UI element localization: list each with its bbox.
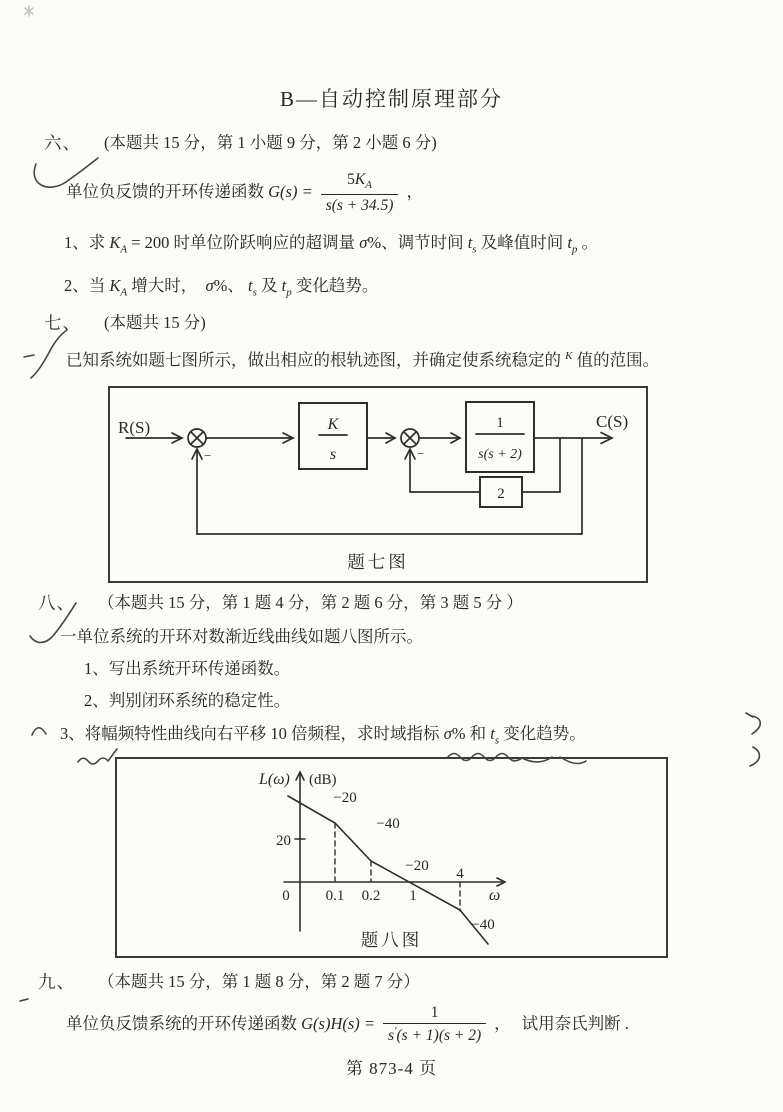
question-9-points: （本题共 15 分，第 1 题 8 分，第 2 题 7 分） [98,972,420,991]
x-tick-0: 0 [282,888,290,904]
x-tick-1: 1 [409,888,417,904]
question-8-number: 八、 [38,593,75,613]
question-8-points: （本题共 15 分，第 1 题 4 分，第 2 题 6 分，第 3 题 5 分 ） [98,593,523,612]
figure-8-caption: 题八图 [360,930,423,950]
slope-label-1: −20 [333,790,357,806]
handwritten-curl-1-tick [746,713,753,717]
x-tick-0_2: 0.2 [361,888,381,904]
diagram-input-label: R(S) [118,418,151,437]
q9-formula-lead: 单位负反馈系统的开环传递函数 G(s)H(s) = [66,1014,376,1034]
handwritten-dash-q9 [20,999,28,1001]
page-title: B—自动控制原理部分 [279,87,503,111]
minus-sign-junction2: − [417,446,425,461]
block2-numerator: 1 [496,415,504,431]
question-7-number: 七、 [44,313,81,333]
handwritten-wavy-underline-left [78,749,117,764]
question-7-points: (本题共 15 分) [104,313,206,332]
figure-7-caption: 题七图 [347,552,409,572]
q6-fraction-denominator: s(s + 34.5) [321,194,399,215]
slope-label-4: −40 [471,917,495,933]
handwritten-dash-q7 [24,355,34,357]
y-axis-unit: (dB) [309,772,337,788]
y-tick-20: 20 [276,833,291,849]
handwritten-check-q7 [31,330,67,378]
question-9-transfer-function [66,1003,629,1046]
x-tick-0_1: 0.1 [325,888,345,904]
q9-fraction [383,1003,486,1046]
handwritten-curl-2 [750,747,759,766]
block1-denominator: s [329,446,337,463]
q8-item-2: 2、判别闭环系统的稳定性。 [84,691,291,710]
block1-numerator: K [327,416,339,433]
scan-smudge-top-left [25,6,33,16]
question-8-text: 一单位系统的开环对数渐近线曲线如题八图所示。 [60,627,423,646]
y-axis-label: L(ω) [259,771,290,788]
q6-formula-comma: ， [406,182,423,202]
x-tick-4: 4 [456,866,464,882]
slope-label-3: −20 [405,858,429,874]
q9-fraction-denominator: s′(s + 1)(s + 2) [383,1023,486,1046]
question-6-transfer-function [66,170,423,215]
question-9-number: 九、 [38,972,75,992]
figure-8-bode-plot [115,757,668,958]
q9-fraction-numerator: 1 [430,1004,439,1021]
handwritten-curl-1 [752,716,760,734]
minus-sign-junction1: − [204,448,212,463]
question-6-number: 六、 [44,133,81,153]
question-6-points: (本题共 15 分，第 1 小题 9 分，第 2 小题 6 分) [104,133,437,152]
q6-fraction-numerator: $5K_A$ [347,171,372,192]
q6-fraction [321,170,399,215]
feedback-gain-label: 2 [497,486,505,502]
slope-label-2: −40 [376,816,400,832]
q8-item-1: 1、写出系统开环传递函数。 [84,659,291,678]
block2-denominator: s(s + 2) [478,447,522,462]
figure-7-block-diagram [108,386,648,583]
page-number: 第 873-4 页 [345,1059,438,1078]
question-7-text: 已知系统如题七图所示，做出相应的根轨迹图，并确定使系统稳定的 $^K$ 值的范围。 [66,350,660,370]
q6-item-2: 2、当 $K_A$ 增大时， σ%、 $t_s$ 及 $t_p$ 变化趋势。 [64,276,379,299]
x-axis-label: ω [489,887,501,904]
q9-formula-comma: ， [494,1014,511,1034]
q6-formula-lead: 单位负反馈的开环传递函数 G(s) = [66,182,313,202]
diagram-output-label: C(S) [596,412,629,431]
q6-item-1: 1、求 $K_A = 200$ 时单位阶跃响应的超调量 σ%、调节时间 $t_s$ 及峰值时间 $t_p$ 。 [64,233,599,256]
q8-item-3: 3、将幅频特性曲线向右平移 10 倍频程，求时域指标 σ% 和 $t_s$ 变化趋势。 [60,724,586,747]
q9-instruction: 试用奈氏判断 . [521,1014,629,1034]
handwritten-cap-mark-item3 [32,728,46,735]
